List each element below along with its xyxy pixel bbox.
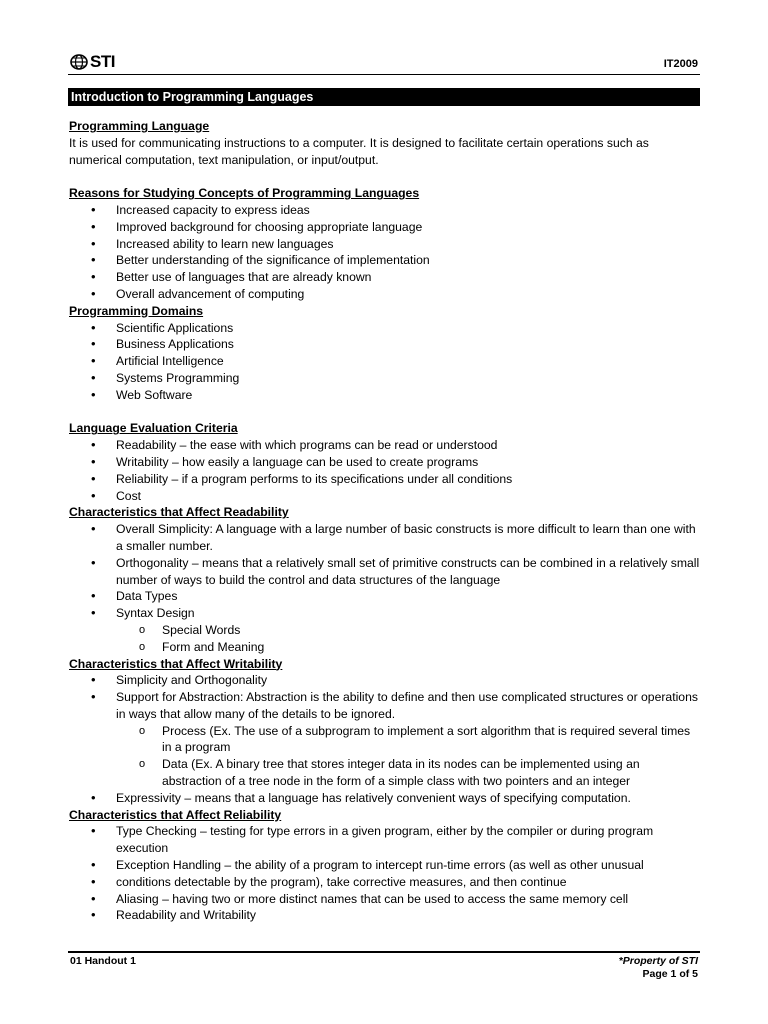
footer-divider <box>68 951 700 953</box>
list-item: • Artificial Intelligence <box>69 353 701 370</box>
section-heading: Programming Domains <box>69 303 204 318</box>
handout-label: 01 Handout 1 <box>70 955 136 967</box>
list-item: • Support for Abstraction: Abstraction is the ability to define and then use complicated structures or operations in ways that allow many of the details to be ignored. <box>69 689 701 723</box>
list-item: • Better use of languages that are already known <box>69 269 701 286</box>
globe-icon <box>70 54 88 70</box>
list-item: • Aliasing – having two or more distinct names that can be used to access the same memory cell <box>69 891 701 908</box>
sub-list-item: o Process (Ex. The use of a subprogram to implement a sort algorithm that is required several times in a program <box>69 723 701 757</box>
list-item: • Increased ability to learn new languages <box>69 236 701 253</box>
property-notice: *Property of STI <box>618 955 698 967</box>
list-item: • conditions detectable by the program), take corrective measures, and then continue <box>69 874 701 891</box>
bullet-list <box>69 320 701 404</box>
section-heading: Characteristics that Affect Writability <box>69 656 283 671</box>
bullet-list <box>69 823 701 924</box>
list-item: • Writability – how easily a language can be used to create programs <box>69 454 701 471</box>
document-body <box>69 118 701 924</box>
sti-logo <box>70 52 115 72</box>
sub-list-item: o Form and Meaning <box>69 639 701 656</box>
list-item: • Orthogonality – means that a relatively small set of primitive constructs can be combined in a relatively small number of ways to build the control and data structures of the language <box>69 555 701 589</box>
footer-right <box>619 955 698 981</box>
section-heading: Language Evaluation Criteria <box>69 421 238 436</box>
list-item: • Exception Handling – the ability of a program to intercept run-time errors (as well as other unusual <box>69 857 701 874</box>
document-title: Introduction to Programming Languages <box>68 88 700 106</box>
list-item: • Readability – the ease with which programs can be read or understood <box>69 437 701 454</box>
section-heading: Characteristics that Affect Reliability <box>69 807 282 822</box>
list-item: • Syntax Design <box>69 605 701 622</box>
list-item: • Increased capacity to express ideas <box>69 202 701 219</box>
bullet-list <box>69 202 701 303</box>
list-item: • Type Checking – testing for type errors in a given program, either by the compiler or during program execution <box>69 823 701 857</box>
list-item: • Readability and Writability <box>69 907 701 924</box>
section-heading: Characteristics that Affect Readability <box>69 505 289 520</box>
page-number: Page 1 of 5 <box>642 968 698 980</box>
list-item: • Expressivity – means that a language has relatively convenient ways of specifying computation. <box>69 790 701 807</box>
paragraph: It is used for communicating instructions to a computer. It is designed to facilitate certain operations such as numerical computation, text manipulation, or input/output. <box>69 135 649 167</box>
list-item: • Data Types <box>69 588 701 605</box>
sub-list-item: o Special Words <box>69 622 701 639</box>
list-item: • Simplicity and Orthogonality <box>69 672 701 689</box>
section-heading: Reasons for Studying Concepts of Programming Languages <box>69 186 420 201</box>
list-item: • Overall advancement of computing <box>69 286 701 303</box>
list-item: • Scientific Applications <box>69 320 701 337</box>
bullet-list <box>69 437 701 504</box>
header-divider <box>68 74 700 75</box>
section-heading: Programming Language <box>69 119 210 133</box>
list-item: • Improved background for choosing appropriate language <box>69 219 701 236</box>
list-item: • Overall Simplicity: A language with a large number of basic constructs is more difficult to learn than one with a smaller number. <box>69 521 701 555</box>
document-code: IT2009 <box>663 58 698 70</box>
logo-text: STI <box>90 52 115 71</box>
bullet-list <box>69 672 701 806</box>
list-item: • Reliability – if a program performs to its specifications under all conditions <box>69 471 701 488</box>
list-item: • Business Applications <box>69 336 701 353</box>
list-item: • Better understanding of the significance of implementation <box>69 252 701 269</box>
list-item: • Web Software <box>69 387 701 404</box>
list-item: • Systems Programming <box>69 370 701 387</box>
sub-list-item: o Data (Ex. A binary tree that stores integer data in its nodes can be implemented using an abstraction of a tree node in the form of a simple class with two pointers and an integer <box>69 756 701 790</box>
bullet-list <box>69 521 701 655</box>
list-item: • Cost <box>69 488 701 505</box>
